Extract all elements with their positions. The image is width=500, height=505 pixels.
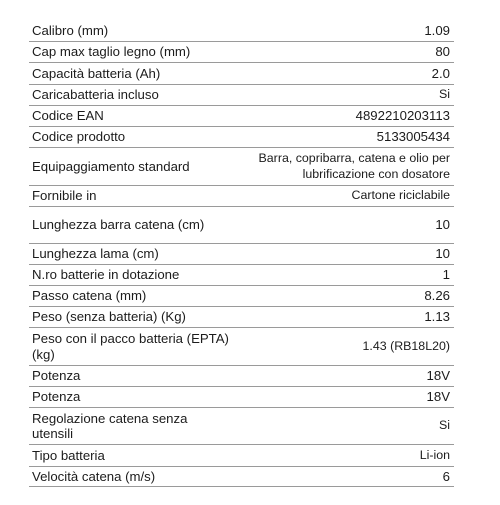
spec-label: N.ro batterie in dotazione <box>32 267 180 283</box>
spec-value: 1.13 <box>424 309 450 325</box>
spec-value: Li-ion <box>419 447 450 462</box>
spec-label: Codice prodotto <box>32 129 126 145</box>
spec-value: Si <box>438 418 450 433</box>
spec-row-lunghezza-lama <box>29 244 454 265</box>
spec-row-calibro <box>29 20 454 42</box>
spec-row-capacita-batteria <box>29 63 454 85</box>
spec-value: 10 <box>435 217 450 233</box>
spec-row-potenza <box>29 366 454 387</box>
spec-value: 18V <box>426 368 450 384</box>
spec-row-codice-prodotto <box>29 127 454 148</box>
spec-row-codice-ean <box>29 106 454 127</box>
spec-label: Passo catena (mm) <box>32 288 147 304</box>
spec-value: 4892210203113 <box>355 108 450 124</box>
spec-label: Equipaggiamento standard <box>32 158 190 174</box>
spec-row-peso-senza-batteria <box>29 307 454 328</box>
spec-row-regolazione-catena <box>29 408 454 445</box>
spec-value: 5133005434 <box>376 129 450 145</box>
spec-row-potenza <box>29 387 454 408</box>
spec-value: 80 <box>435 44 450 60</box>
spec-table <box>29 20 454 487</box>
spec-row-tipo-batteria <box>29 445 454 467</box>
spec-label: Potenza <box>32 389 81 405</box>
spec-value: Si <box>438 87 450 102</box>
spec-label: Velocità catena (m/s) <box>32 468 156 484</box>
spec-value: 2.0 <box>431 65 450 81</box>
spec-value: 1.09 <box>424 22 450 38</box>
spec-label: Lunghezza lama (cm) <box>32 246 159 262</box>
spec-value: 1 <box>442 267 450 283</box>
spec-row-equipaggiamento <box>29 148 454 186</box>
spec-row-caricabatteria <box>29 85 454 106</box>
spec-label: Capacità batteria (Ah) <box>32 65 161 81</box>
spec-row-fornibile-in <box>29 186 454 207</box>
spec-value: Barra, copribarra, catena e olio per lubrificazione con dosatore <box>258 151 450 181</box>
spec-value: 10 <box>435 246 450 262</box>
spec-label: Fornibile in <box>32 188 97 204</box>
spec-label: Lunghezza barra catena (cm) <box>32 217 205 233</box>
spec-label: Cap max taglio legno (mm) <box>32 44 191 60</box>
spec-row-peso-con-batteria <box>29 328 454 366</box>
spec-value: 18V <box>426 389 450 405</box>
spec-label: Calibro (mm) <box>32 22 109 38</box>
spec-value: 1.43 (RB18L20) <box>362 338 450 353</box>
spec-label: Caricabatteria incluso <box>32 87 159 103</box>
spec-label: Potenza <box>32 368 81 384</box>
spec-label: Regolazione catena senza utensili <box>32 410 188 441</box>
spec-row-passo-catena <box>29 286 454 307</box>
spec-row-batterie-dotazione <box>29 265 454 286</box>
spec-label: Peso (senza batteria) (Kg) <box>32 309 186 325</box>
spec-value: Cartone riciclabile <box>351 188 450 203</box>
spec-row-cap-max-taglio <box>29 42 454 63</box>
spec-value: 8.26 <box>424 288 450 304</box>
spec-value: 6 <box>442 468 450 484</box>
spec-label: Tipo batteria <box>32 447 105 463</box>
spec-label: Peso con il pacco batteria (EPTA) (kg) <box>32 331 229 362</box>
spec-label: Codice EAN <box>32 108 104 124</box>
spec-row-velocita-catena <box>29 467 454 487</box>
spec-row-lunghezza-barra <box>29 207 454 244</box>
